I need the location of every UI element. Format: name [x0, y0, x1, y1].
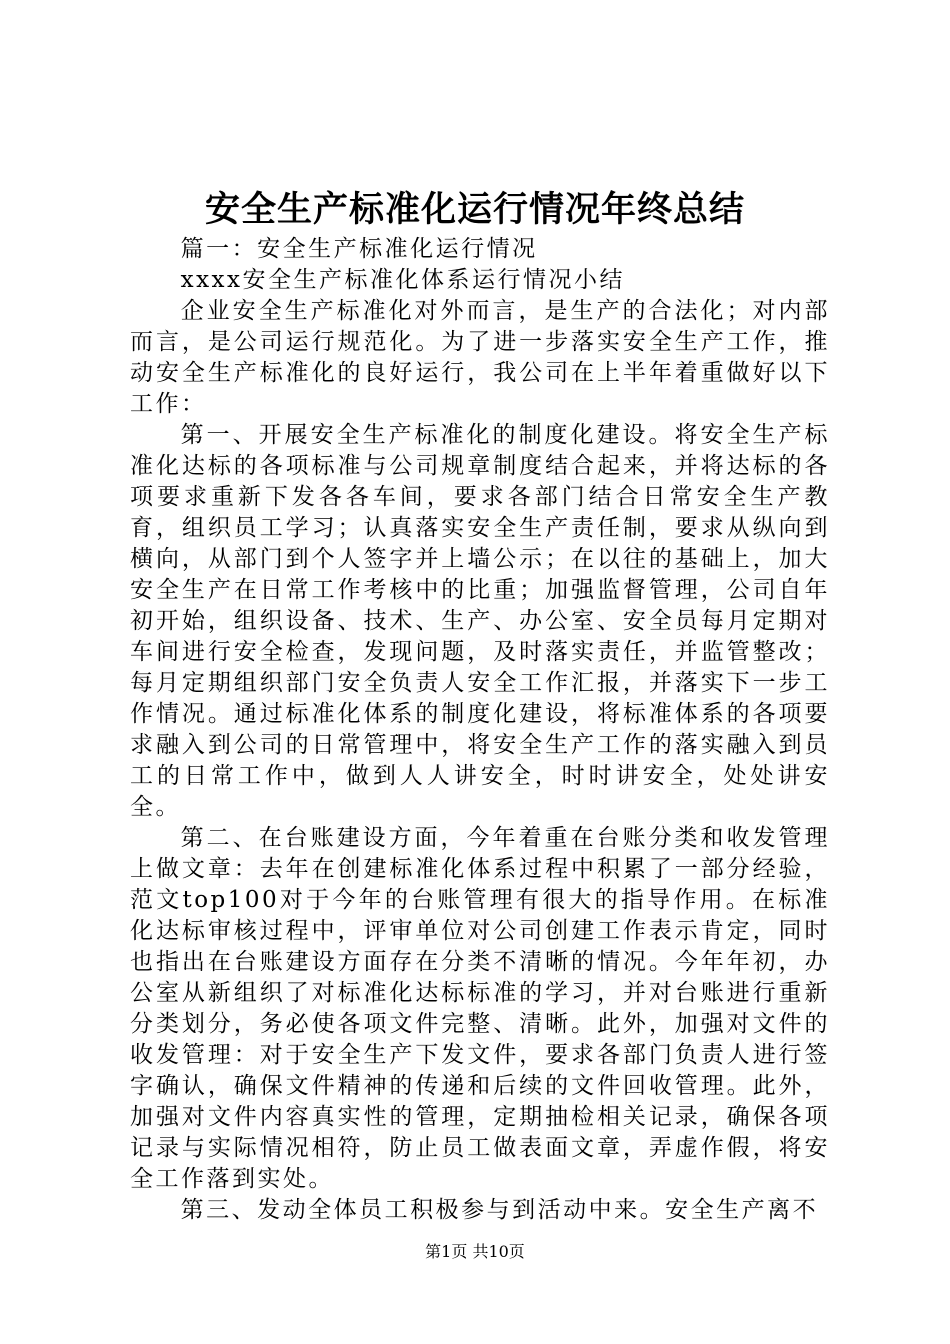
subheading: xxxx安全生产标准化体系运行情况小结 — [180, 267, 625, 293]
document-body — [130, 234, 830, 1226]
paragraph-intro: 企业安全生产标准化对外而言，是生产的合法化；对内部而言，是公司运行规范化。为了进一步落实安全生产工作，推动安全生产标准化的良好运行，我公司在上半年着重做好以下工作： — [130, 298, 830, 417]
document-title: 安全生产标准化运行情况年终总结 — [204, 189, 745, 230]
page-number-footer: 第1页 共10页 — [425, 1242, 525, 1261]
paragraph-third: 第三、发动全体员工积极参与到活动中来。安全生产离不 — [180, 1197, 819, 1223]
section-heading: 篇一：安全生产标准化运行情况 — [180, 236, 538, 262]
paragraph-second: 第二、在台账建设方面，今年着重在台账分类和收发管理上做文章：去年在创建标准化体系过程中积累了一部分经验，范文top100对于今年的台账管理有很大的指导作用。在标准化达标审核过程中，评审单位对公司创建工作表示肯定，同时也指出在台账建设方面存在分类不清晰的情况。今年年初，办公室从新组织了对标准化达标标准的学习，并对台账进行重新分类划分，务必使各项文件完整、清晰。此外，加强对文件的收发管理：对于安全生产下发文件，要求各部门负责人进行签字确认，确保文件精神的传递和后续的文件回收管理。此外，加强对文件内容真实性的管理，定期抽检相关记录，确保各项记录与实际情况相符，防止员工做表面文章，弄虚作假，将安全工作落到实处。 — [130, 825, 830, 1192]
paragraph-first: 第一、开展安全生产标准化的制度化建设。将安全生产标准化达标的各项标准与公司规章制度结合起来，并将达标的各项要求重新下发各各车间，要求各部门结合日常安全生产教育，组织员工学习；认真落实安全生产责任制，要求从纵向到横向，从部门到个人签字并上墙公示；在以往的基础上，加大安全生产在日常工作考核中的比重；加强监督管理，公司自年初开始，组织设备、技术、生产、办公室、安全员每月定期对车间进行安全检查，发现问题，及时落实责任，并监管整改；每月定期组织部门安全负责人安全工作汇报，并落实下一步工作情况。通过标准化体系的制度化建设，将标准体系的各项要求融入到公司的日常管理中，将安全生产工作的落实融入到员工的日常工作中，做到人人讲安全，时时讲安全，处处讲安全。 — [130, 422, 830, 820]
